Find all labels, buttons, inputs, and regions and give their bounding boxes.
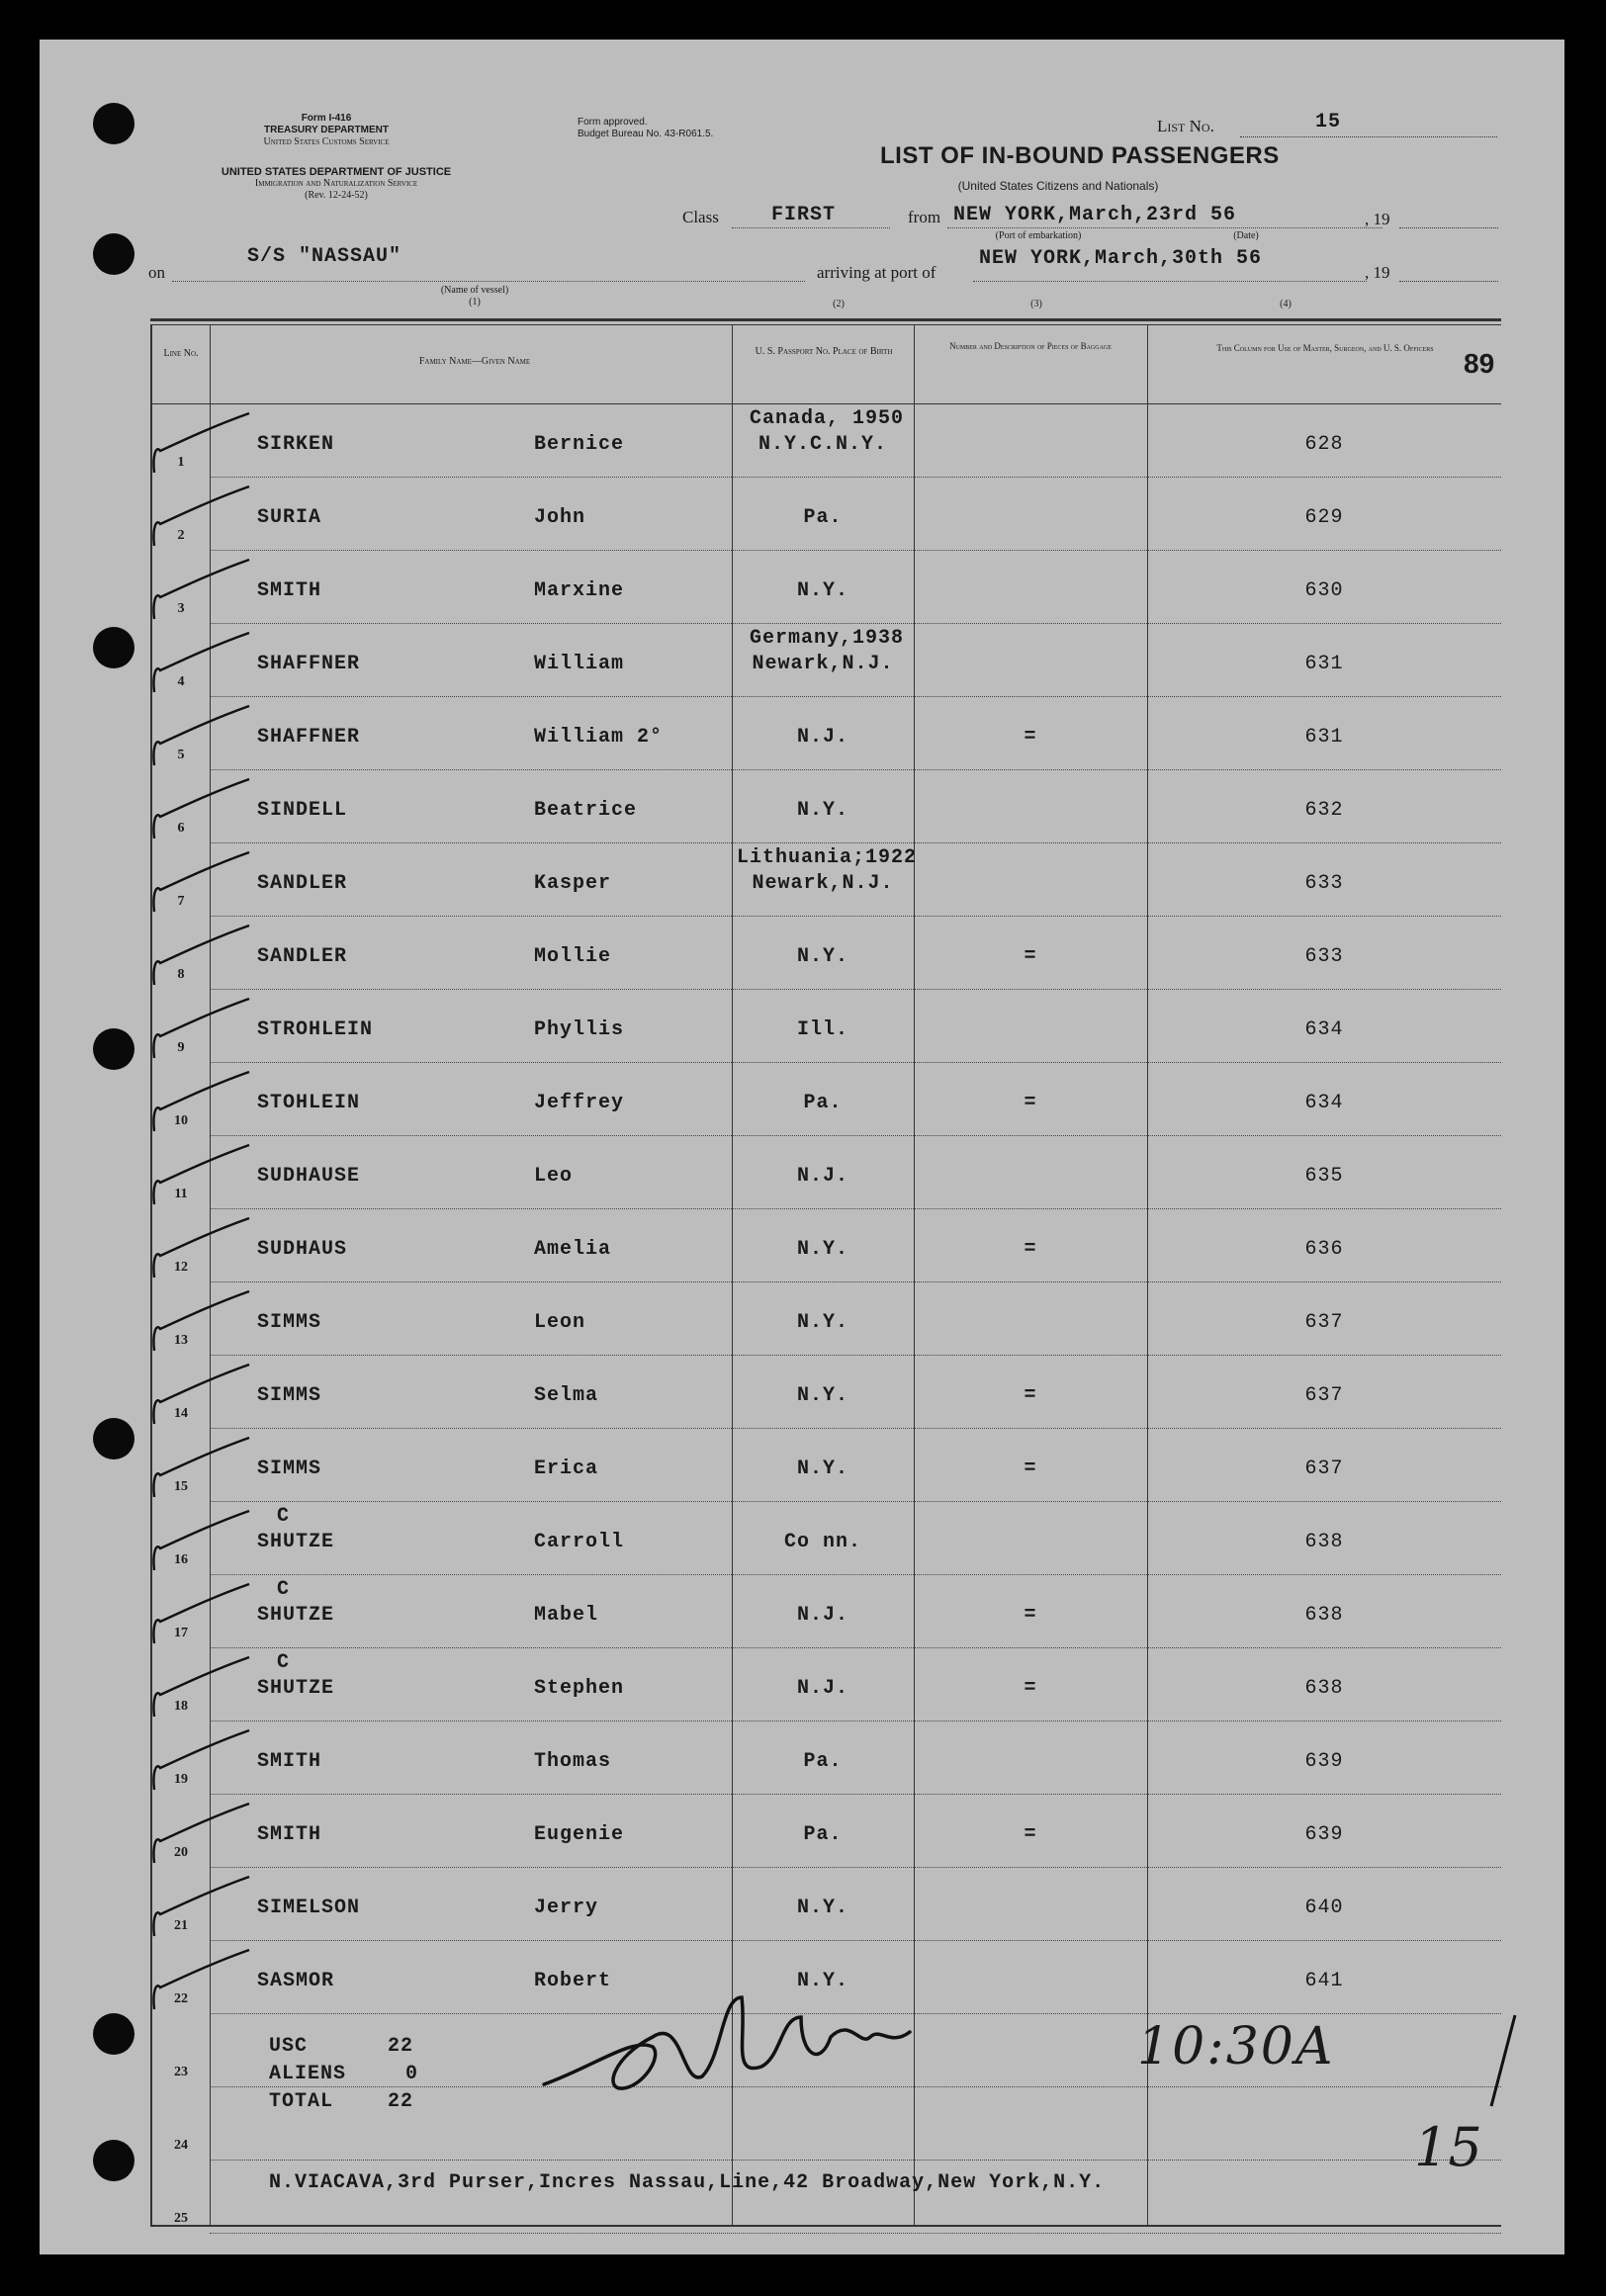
- list-label: List No.: [1157, 117, 1214, 135]
- place-of-birth: Pa.: [803, 506, 843, 529]
- baggage: =: [1024, 1457, 1037, 1480]
- given-name: Jerry: [534, 1897, 599, 1919]
- check-mark: [146, 1582, 255, 1651]
- place-of-birth: N.Y.: [796, 945, 848, 968]
- family-name: STROHLEIN: [257, 1018, 374, 1041]
- officer-number: 641: [1304, 1970, 1344, 1992]
- row-divider: [210, 1281, 1501, 1282]
- check-mark: [146, 1875, 255, 1944]
- line-number: 4: [177, 674, 185, 689]
- form-approved: Form approved.: [578, 117, 648, 128]
- place-of-birth: Pa.: [803, 1823, 843, 1846]
- given-name: Leon: [534, 1311, 586, 1334]
- header-bottom-border: [150, 403, 1501, 404]
- year-underline-1: [1399, 227, 1498, 228]
- check-mark: [146, 485, 255, 554]
- line-number: 19: [174, 1772, 188, 1787]
- baggage: =: [1024, 1604, 1037, 1627]
- check-mark: [146, 411, 255, 481]
- line-number: 20: [174, 1845, 188, 1860]
- family-name: SINDELL: [257, 799, 348, 822]
- given-name: William: [534, 653, 625, 675]
- page-subtitle: (United States Citizens and Nationals): [957, 179, 1159, 193]
- family-name: SHUTZE: [257, 1604, 335, 1627]
- place-of-birth: N.J.: [796, 1604, 848, 1627]
- ins: Immigration and Naturalization Service: [254, 178, 418, 189]
- vessel-underline: [172, 281, 805, 282]
- officer-number: 639: [1304, 1823, 1344, 1846]
- row-divider: [210, 1647, 1501, 1648]
- row-divider: [210, 696, 1501, 697]
- check-mark: [146, 1728, 255, 1798]
- punch-hole: [93, 2140, 134, 2181]
- place-of-birth: N.J.: [796, 1677, 848, 1700]
- year-underline-2: [1399, 281, 1498, 282]
- place-of-birth: N.Y.: [796, 1970, 848, 1992]
- given-name: Bernice: [534, 433, 625, 456]
- officer-number: 633: [1304, 945, 1344, 968]
- row-divider: [210, 2160, 1501, 2161]
- line-number: 15: [174, 1479, 188, 1494]
- place-of-birth: Ill.: [796, 1018, 848, 1041]
- officer-number: 634: [1304, 1018, 1344, 1041]
- check-mark: [146, 631, 255, 700]
- given-name: Mollie: [534, 945, 612, 968]
- family-name: SMITH: [257, 1750, 322, 1773]
- total-label: TOTAL: [269, 2090, 334, 2113]
- col-header-passport: U. S. Passport No. Place of Birth: [755, 346, 893, 357]
- line-number: 12: [174, 1260, 188, 1275]
- officer-number: 629: [1304, 506, 1344, 529]
- class-value: FIRST: [771, 204, 837, 226]
- page-title: LIST OF IN-BOUND PASSENGERS: [880, 142, 1280, 169]
- purser-line: N.VIACAVA,3rd Purser,Incres Nassau,Line,42 Broadway,New York,N.Y.: [269, 2171, 1106, 2194]
- given-name: Phyllis: [534, 1018, 625, 1041]
- row-divider: [210, 1867, 1501, 1868]
- class-underline: [732, 227, 890, 228]
- family-name: SMITH: [257, 579, 322, 602]
- officer-number: 631: [1304, 726, 1344, 749]
- arrival-value: NEW YORK,March,30th 56: [979, 247, 1263, 270]
- signature: [534, 1978, 949, 2116]
- punch-hole: [93, 233, 134, 275]
- naturalization-note: Canada, 1950: [749, 407, 905, 430]
- caption-col-3: (3): [1030, 299, 1042, 309]
- family-name-prefix: C: [277, 1505, 291, 1528]
- given-name: Selma: [534, 1384, 599, 1407]
- row-divider: [210, 1355, 1501, 1356]
- given-name: William 2°: [534, 726, 664, 749]
- check-mark: [146, 924, 255, 993]
- list-underline: [1240, 136, 1497, 137]
- line-number: 24: [174, 2138, 188, 2153]
- revision: (Rev. 12-24-52): [305, 190, 368, 201]
- family-name: SIMMS: [257, 1384, 322, 1407]
- family-name: SANDLER: [257, 945, 348, 968]
- family-name-prefix: C: [277, 1578, 291, 1601]
- line-number: 1: [177, 455, 185, 470]
- table-top-border-inner: [150, 324, 1501, 325]
- line-number: 8: [177, 967, 185, 982]
- col-header-name: Family Name—Given Name: [418, 356, 531, 367]
- place-of-birth: N.Y.: [796, 1897, 848, 1919]
- row-divider: [210, 1721, 1501, 1722]
- year-prefix-1: , 19: [1365, 210, 1390, 228]
- family-name: SASMOR: [257, 1970, 335, 1992]
- check-mark: [146, 850, 255, 920]
- row-divider: [210, 1208, 1501, 1209]
- officer-number: 640: [1304, 1897, 1344, 1919]
- check-mark: [146, 1070, 255, 1139]
- family-name: SHAFFNER: [257, 726, 361, 749]
- punch-hole: [93, 103, 134, 144]
- family-name: SANDLER: [257, 872, 348, 895]
- officer-number: 631: [1304, 653, 1344, 675]
- given-name: Jeffrey: [534, 1092, 625, 1114]
- table-bottom-border: [150, 2225, 1501, 2227]
- family-name: SHUTZE: [257, 1677, 335, 1700]
- place-of-birth: N.Y.: [796, 1384, 848, 1407]
- vessel-caption: (Name of vessel): [440, 285, 509, 296]
- corner-annotation: 15: [1414, 2116, 1482, 2178]
- line-number: 14: [174, 1406, 188, 1421]
- line-number: 22: [174, 1991, 188, 2006]
- port-embarkation-caption: (Port of embarkation): [995, 230, 1082, 241]
- aliens-count: 0: [405, 2063, 419, 2085]
- place-of-birth: N.Y.: [796, 579, 848, 602]
- place-of-birth: Pa.: [803, 1092, 843, 1114]
- check-mark: [146, 1216, 255, 1285]
- line-number: 16: [174, 1552, 188, 1567]
- usc-count: 22: [388, 2035, 414, 2058]
- vessel-name: S/S "NASSAU": [247, 245, 402, 268]
- baggage: =: [1024, 1238, 1037, 1261]
- budget-bureau: Budget Bureau No. 43-R061.5.: [578, 129, 714, 139]
- form-number: Form I-416: [301, 113, 352, 124]
- given-name: Leo: [534, 1165, 574, 1188]
- family-name: SMITH: [257, 1823, 322, 1846]
- line-number: 10: [174, 1113, 188, 1128]
- given-name: Marxine: [534, 579, 625, 602]
- line-number: 21: [174, 1918, 188, 1933]
- time-annotation: 10:30A: [1137, 2017, 1335, 2076]
- given-name: Stephen: [534, 1677, 625, 1700]
- officer-number: 635: [1304, 1165, 1344, 1188]
- line-number: 7: [177, 894, 185, 909]
- total-count: 22: [388, 2090, 414, 2113]
- officer-number: 637: [1304, 1311, 1344, 1334]
- baggage: =: [1024, 1823, 1037, 1846]
- row-divider: [210, 1135, 1501, 1136]
- family-name: STOHLEIN: [257, 1092, 361, 1114]
- family-name-prefix: C: [277, 1651, 291, 1674]
- check-mark: [146, 1655, 255, 1724]
- line-number: 3: [177, 601, 185, 616]
- given-name: Beatrice: [534, 799, 638, 822]
- family-name: SHAFFNER: [257, 653, 361, 675]
- on-label: on: [148, 263, 165, 282]
- row-divider: [210, 2233, 1501, 2234]
- officer-number: 632: [1304, 799, 1344, 822]
- baggage: =: [1024, 726, 1037, 749]
- line-number: 18: [174, 1699, 188, 1714]
- line-number: 6: [177, 821, 185, 836]
- line-number: 17: [174, 1626, 188, 1640]
- officer-number: 638: [1304, 1677, 1344, 1700]
- place-of-birth: N.J.: [796, 1165, 848, 1188]
- check-mark: [146, 1436, 255, 1505]
- caption-col-2: (2): [833, 299, 845, 309]
- place-of-birth: N.J.: [796, 726, 848, 749]
- officer-number: 634: [1304, 1092, 1344, 1114]
- row-divider: [210, 550, 1501, 551]
- row-divider: [210, 916, 1501, 917]
- row-divider: [210, 769, 1501, 770]
- check-mark: [146, 777, 255, 846]
- family-name: SIMMS: [257, 1457, 322, 1480]
- table-top-border: [150, 318, 1501, 321]
- line-number: 25: [174, 2211, 188, 2226]
- officer-number: 638: [1304, 1604, 1344, 1627]
- baggage: =: [1024, 1092, 1037, 1114]
- arriving-label: arriving at port of: [817, 263, 937, 282]
- row-divider: [210, 989, 1501, 990]
- place-of-birth: N.Y.C.N.Y.: [758, 433, 888, 456]
- given-name: Eugenie: [534, 1823, 625, 1846]
- naturalization-note: Lithuania;1922: [736, 846, 918, 869]
- from-underline: [947, 227, 1383, 228]
- punch-hole: [93, 1028, 134, 1070]
- given-name: Mabel: [534, 1604, 599, 1627]
- family-name: SUDHAUSE: [257, 1165, 361, 1188]
- year-prefix-2: , 19: [1365, 263, 1390, 282]
- place-of-birth: N.Y.: [796, 1457, 848, 1480]
- check-mark: [146, 1363, 255, 1432]
- officer-number: 636: [1304, 1238, 1344, 1261]
- given-name: Amelia: [534, 1238, 612, 1261]
- family-name: SURIA: [257, 506, 322, 529]
- col-header-officers: This Column for Use of Master, Surgeon, and U. S. Officers: [1216, 343, 1434, 353]
- check-mark: [146, 997, 255, 1066]
- officer-number: 628: [1304, 433, 1344, 456]
- punch-hole: [93, 2013, 134, 2055]
- row-divider: [210, 1940, 1501, 1941]
- family-name: SIRKEN: [257, 433, 335, 456]
- justice-dept: UNITED STATES DEPARTMENT OF JUSTICE: [221, 166, 452, 178]
- from-label: from: [908, 208, 941, 226]
- officer-number: 637: [1304, 1457, 1344, 1480]
- family-name: SHUTZE: [257, 1531, 335, 1553]
- pencil-mark: [1483, 2007, 1523, 2116]
- class-label: Class: [682, 208, 719, 226]
- treasury-dept: TREASURY DEPARTMENT: [264, 125, 389, 135]
- officer-number: 638: [1304, 1531, 1344, 1553]
- col-header-line-no: Line No.: [163, 348, 199, 359]
- place-of-birth: N.Y.: [796, 799, 848, 822]
- usc-label: USC: [269, 2035, 309, 2058]
- baggage: =: [1024, 1677, 1037, 1700]
- check-mark: [146, 704, 255, 773]
- list-number: 15: [1315, 111, 1342, 133]
- customs-service: United States Customs Service: [263, 136, 390, 147]
- row-divider: [210, 623, 1501, 624]
- row-divider: [210, 477, 1501, 478]
- given-name: Thomas: [534, 1750, 612, 1773]
- row-divider: [210, 1062, 1501, 1063]
- family-name: SIMELSON: [257, 1897, 361, 1919]
- row-divider: [210, 1574, 1501, 1575]
- punch-hole: [93, 1418, 134, 1459]
- officer-number: 637: [1304, 1384, 1344, 1407]
- col-header-baggage: Number and Description of Pieces of Baggage: [949, 341, 1112, 351]
- line-number: 13: [174, 1333, 188, 1348]
- check-mark: [146, 1948, 255, 2017]
- row-divider: [210, 1428, 1501, 1429]
- place-of-birth: N.Y.: [796, 1238, 848, 1261]
- given-name: Carroll: [534, 1531, 625, 1553]
- date-caption: (Date): [1233, 230, 1259, 241]
- check-mark: [146, 1509, 255, 1578]
- naturalization-note: Germany,1938: [749, 627, 905, 650]
- punch-hole: [93, 627, 134, 668]
- given-name: Erica: [534, 1457, 599, 1480]
- check-mark: [146, 1143, 255, 1212]
- officer-number: 633: [1304, 872, 1344, 895]
- place-of-birth: Co nn.: [783, 1531, 861, 1553]
- caption-col-1: (1): [469, 297, 481, 308]
- check-mark: [146, 558, 255, 627]
- given-name: Kasper: [534, 872, 612, 895]
- caption-col-4: (4): [1280, 299, 1292, 309]
- given-name: John: [534, 506, 586, 529]
- row-divider: [210, 1501, 1501, 1502]
- officer-number: 630: [1304, 579, 1344, 602]
- line-number: 11: [174, 1187, 188, 1201]
- line-number: 2: [177, 528, 185, 543]
- arrival-underline: [973, 281, 1367, 282]
- from-value: NEW YORK,March,23rd 56: [953, 204, 1237, 226]
- place-of-birth: Newark,N.J.: [752, 653, 894, 675]
- family-name: SUDHAUS: [257, 1238, 348, 1261]
- page-number: 89: [1464, 348, 1495, 379]
- line-number: 5: [177, 748, 185, 762]
- place-of-birth: Pa.: [803, 1750, 843, 1773]
- officer-number: 639: [1304, 1750, 1344, 1773]
- aliens-label: ALIENS: [269, 2063, 347, 2085]
- family-name: SIMMS: [257, 1311, 322, 1334]
- place-of-birth: Newark,N.J.: [752, 872, 894, 895]
- manifest-page: [40, 40, 1564, 2254]
- place-of-birth: N.Y.: [796, 1311, 848, 1334]
- baggage: =: [1024, 1384, 1037, 1407]
- line-number: 9: [177, 1040, 185, 1055]
- check-mark: [146, 1802, 255, 1871]
- given-name: Robert: [534, 1970, 612, 1992]
- row-divider: [210, 1794, 1501, 1795]
- check-mark: [146, 1289, 255, 1359]
- baggage: =: [1024, 945, 1037, 968]
- line-number: 23: [174, 2065, 188, 2079]
- row-divider: [210, 842, 1501, 843]
